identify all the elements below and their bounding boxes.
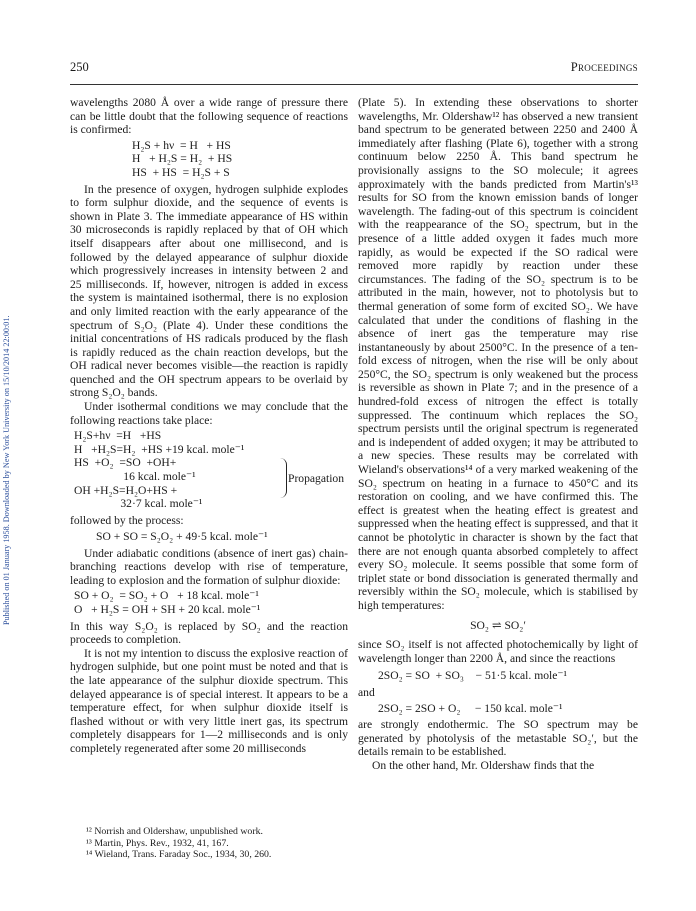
- right-paragraph-2: since SO₂ itself is not affected photochemically by light of wavelength longer than 2200 Å, and since the reactions: [358, 638, 638, 665]
- right-paragraph-3: are strongly endothermic. The SO spectrum may be generated by photolysis of the metastable SO₂′, but the details remain to be established.: [358, 718, 638, 759]
- equation-line: HS +O₂ =SO +OH+: [74, 456, 177, 470]
- equation-line: SO + SO = S₂O₂ + 49·5 kcal. mole⁻¹: [96, 530, 268, 544]
- download-watermark: Published on 01 January 1958. Downloaded by New York University on 15/10/2014 22:00:01.: [2, 315, 11, 625]
- equation-equilibrium: [358, 619, 638, 633]
- connector-word: and: [358, 685, 375, 699]
- equation-line: 32·7 kcal. mole⁻¹: [74, 497, 203, 511]
- footnotes: [70, 826, 348, 861]
- equation-sequence-4: [70, 589, 348, 616]
- equation-sequence-5: [358, 669, 638, 683]
- left-paragraph-2: In the presence of oxygen, hydrogen sulphide explodes to form sulphur dioxide, and the sequence of events is shown in Plate 3. The immediate appearance of HS within 30 microseconds is rapidly replaced by that of OH which itself disappears after about one millisecond, and is followed by the delayed appearance of sulphur dioxide which progressively increases in intensity between 2 and 25 milliseconds. If, however, nitrogen is added in excess the system is maintained isothermal, there is no explosion and only limited reaction with the early appearance of the spectrum of S₂O₂ (Plate 4). Under these conditions the initial concentrations of HS radicals produced by the flash is rapidly reduced as the chain reaction develops, but the OH radical never becomes visible—the reaction is rapidly quenched and the OH spectrum appears to be overlaid by strong S₂O₂ bands.: [70, 182, 348, 400]
- left-paragraph-3: Under isothermal conditions we may conclude that the following reactions take place:: [70, 400, 348, 427]
- footnote: ¹² Norrish and Oldershaw, unpublished work.: [86, 826, 263, 837]
- propagation-group: [74, 456, 348, 511]
- left-column: [70, 96, 348, 756]
- right-paragraph-1: (Plate 5). In extending these observations to shorter wavelengths, Mr. Oldershaw¹² has observed a new transient band spectrum to be generated between 2250 and 2400 Å immediately after flashing (Plate 6), together with a strong continuum below 2250 Å. This band spectrum he provisionally assigns to the SO molecule; it agrees approximately with the bands predicted from Martin's¹³ results for SO from the known emission bands of longer wavelength. The fading-out of this spectrum is coincident with the reappearance of the SO₂ spectrum, but in the presence of a little added oxygen it fades much more rapidly, as would be expected if the SO radical were removed more rapidly by reaction under these circumstances. The fading of the SO₂ spectrum is to be attributed in the main, however, not to photolysis but to thermal generation of some form of excited SO₂. We have calculated that under the conditions of flashing in the absence of inert gas the temperature may rise instantaneously by about 2500°C. In the presence of a ten-fold excess of nitrogen, when the rise will be only about 250°C, the SO₂ spectrum is only weakened but the process is reversible as shown in Plate 7; and in the presence of a hundred-fold excess of nitrogen the effect is totally suppressed. The continuum which replaces the SO₂ spectrum persists until the original spectrum is regenerated and is independent of added oxygen; it may be attributed to a new species. These results may be correlated with Wieland's observations¹⁴ of a very marked weakening of the SO₂ spectrum on heating in a furnace to 450°C and its restoration on cooling, and we have confirmed this. The effect is greatest when the heating effect is greatest and suppressed when the heating effect is suppressed, and that it cannot be photolytic in character is shown by the fact that there are not enough quanta absorbed completely to affect every SO₂ molecule. It seems possible that some form of triplet state or bond dissociation is generated thermally and reversibly within the SO₂ molecule, which is stabilised by high temperatures:: [358, 96, 638, 612]
- equation-line: SO + O₂ = SO₂ + O + 18 kcal. mole⁻¹: [74, 589, 259, 603]
- right-paragraph-4: On the other hand, Mr. Oldershaw finds that the: [372, 758, 595, 772]
- footnote: ¹³ Martin, Phys. Rev., 1932, 41, 167.: [86, 837, 229, 849]
- equation-sequence-1: [70, 139, 348, 180]
- equation-line: SO₂ ⇌ SO₂′: [470, 618, 526, 632]
- left-paragraph-4: followed by the process:: [70, 514, 184, 528]
- equation-sequence-6: [358, 702, 638, 716]
- left-paragraph-1: wavelengths 2080 Å over a wide range of pressure there can be little doubt that the following sequence of reactions is confirmed:: [70, 96, 348, 137]
- equation-line: H + H₂S = H₂ + HS: [132, 152, 233, 166]
- equation-line: H₂S+hν =H +HS: [74, 429, 162, 443]
- equation-sequence-2: [70, 429, 348, 511]
- propagation-brace: [280, 458, 287, 498]
- equation-line: HS + HS = H₂S + S: [132, 165, 230, 179]
- left-paragraph-5: Under adiabatic conditions (absence of inert gas) chain-branching reactions develop with rise of temperature, leading to explosion and the formation of sulphur dioxide:: [70, 546, 348, 587]
- page-header: [70, 60, 638, 90]
- footnote: ¹⁴ Wieland, Trans. Faraday Soc., 1934, 30, 260.: [86, 849, 272, 861]
- equation-line: 2SO₂ = 2SO + O₂ − 150 kcal. mole⁻¹: [378, 701, 563, 715]
- left-paragraph-7: It is not my intention to discuss the explosive reaction of hydrogen sulphide, but one point must be noted and that is the late appearance of the sulphur dioxide spectrum. This delayed appearance is of special interest. It appears to be a temperature effect, for when sulphur dioxide itself is flashed without or with very little inert gas, its spectrum completely disappears for 1—2 milliseconds and is only completely regenerated after some 20 milliseconds: [70, 646, 348, 755]
- left-paragraph-6: In this way S₂O₂ is replaced by SO₂ and the reaction proceeds to completion.: [70, 619, 348, 647]
- equation-line: O + H₂S = OH + SH + 20 kcal. mole⁻¹: [74, 603, 261, 616]
- equation-line: 2SO₂ = SO + SO₃ − 51·5 kcal. mole⁻¹: [378, 669, 567, 683]
- running-head: Proceedings: [570, 60, 638, 74]
- equation-line: OH +H₂S=H₂O+HS +: [74, 483, 178, 497]
- equation-sequence-3: [70, 530, 348, 544]
- propagation-label: Propagation: [288, 472, 345, 486]
- equation-line: H +H₂S=H₂ +HS +19 kcal. mole⁻¹: [74, 442, 245, 456]
- header-rule: [70, 84, 638, 85]
- page-number: 250: [70, 60, 89, 74]
- right-column: [358, 96, 638, 773]
- equation-line: H₂S + hν = H + HS: [132, 138, 231, 152]
- equation-line: 16 kcal. mole⁻¹: [74, 470, 196, 484]
